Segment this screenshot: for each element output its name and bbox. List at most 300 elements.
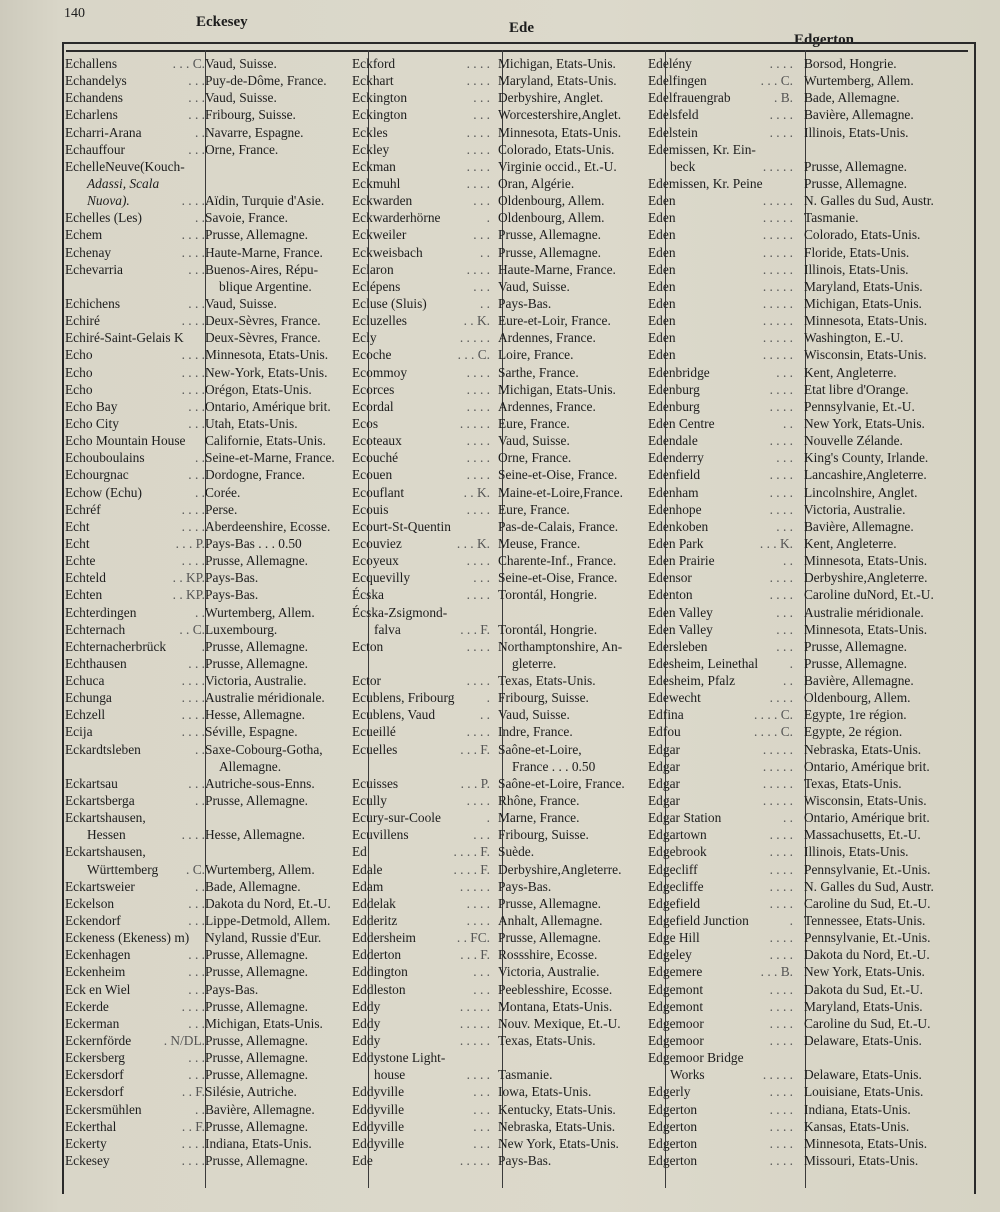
entry-leader: . . . . bbox=[466, 638, 490, 654]
gazetteer-entry bbox=[352, 895, 657, 912]
entry-leader: . . . bbox=[188, 913, 205, 929]
place-location: Torontál, Hongrie. bbox=[498, 587, 598, 603]
gazetteer-entry bbox=[65, 689, 365, 706]
place-location: Charente-Inf., France. bbox=[498, 553, 617, 569]
place-location: Nouvelle Zélande. bbox=[804, 433, 903, 449]
gazetteer-entry bbox=[648, 1032, 968, 1049]
gazetteer-entry bbox=[352, 689, 657, 706]
place-location: Anhalt, Allemagne. bbox=[498, 913, 603, 929]
place-location: Wisconsin, Etats-Unis. bbox=[804, 793, 927, 809]
place-location: Vaud, Suisse. bbox=[498, 707, 570, 723]
place-location: Prusse, Allemagne. bbox=[804, 175, 908, 191]
place-name: Eckman bbox=[352, 158, 396, 174]
entry-leader: . . bbox=[194, 878, 205, 894]
place-name: Eden Valley bbox=[648, 604, 713, 620]
place-name: house bbox=[374, 1067, 406, 1083]
entry-leader: . . . . bbox=[769, 1015, 793, 1031]
place-location: Prusse, Allemagne. bbox=[205, 553, 309, 569]
place-name: Ecully bbox=[352, 793, 387, 809]
place-location: Wisconsin, Etats-Unis. bbox=[804, 347, 927, 363]
entry-leader: . . . bbox=[473, 827, 490, 843]
place-location: Saône-et-Loire, France. bbox=[498, 775, 625, 791]
place-location: Eure, France. bbox=[498, 501, 570, 517]
entry-leader: . . . . . bbox=[762, 158, 793, 174]
entry-leader: . . . . C. bbox=[753, 724, 793, 740]
entry-leader: . . . . bbox=[466, 673, 490, 689]
place-location: Ontario, Amérique brit. bbox=[804, 810, 930, 826]
place-location: Marne, France. bbox=[498, 810, 580, 826]
entry-leader: . . . . bbox=[769, 433, 793, 449]
gazetteer-entry bbox=[65, 569, 365, 586]
place-name: Ecublens, Vaud bbox=[352, 707, 436, 723]
gazetteer-entry bbox=[65, 826, 365, 843]
place-location: Orne, France. bbox=[205, 141, 279, 157]
entry-leader: . . . . . bbox=[459, 1033, 490, 1049]
gazetteer-entry bbox=[65, 244, 365, 261]
gazetteer-entry bbox=[65, 912, 365, 929]
entry-leader: . . . . bbox=[769, 1084, 793, 1100]
entry-leader: . . . . bbox=[466, 793, 490, 809]
entry-leader: . . bbox=[194, 124, 205, 140]
entry-leader: . . . . bbox=[769, 690, 793, 706]
place-location: Seine-et-Oise, France. bbox=[498, 570, 618, 586]
gazetteer-entry bbox=[65, 861, 365, 878]
place-name: Edge Hill bbox=[648, 930, 700, 946]
place-name: Echenay bbox=[65, 244, 112, 260]
place-location: Lippe-Detmold, Allem. bbox=[205, 913, 331, 929]
entry-leader: . . . . bbox=[181, 690, 205, 706]
place-location: Prusse, Allemagne. bbox=[498, 227, 602, 243]
gazetteer-entry bbox=[648, 809, 968, 826]
entry-leader: . . . . bbox=[769, 381, 793, 397]
running-header-center: Ede bbox=[509, 20, 535, 36]
place-location: Floride, Etats-Unis. bbox=[804, 244, 910, 260]
entry-leader: . . . bbox=[473, 1118, 490, 1134]
gazetteer-entry bbox=[65, 415, 365, 432]
place-name: Eden Centre bbox=[648, 415, 715, 431]
place-name: Eden bbox=[648, 330, 676, 346]
gazetteer-entry bbox=[352, 501, 657, 518]
place-location: Prusse, Allemagne. bbox=[205, 793, 309, 809]
place-name: Edderton bbox=[352, 947, 402, 963]
place-name: Eckmuhl bbox=[352, 175, 401, 191]
place-name: Ecly bbox=[352, 330, 377, 346]
place-name: Ecoteaux bbox=[352, 433, 402, 449]
place-location: Nebraska, Etats-Unis. bbox=[804, 741, 922, 757]
gazetteer-entry bbox=[352, 449, 657, 466]
place-name: Eckersdorf bbox=[65, 1067, 124, 1083]
place-name: Nuova). bbox=[87, 193, 130, 209]
gazetteer-entry bbox=[648, 72, 968, 89]
place-name: Echo bbox=[65, 364, 93, 380]
entry-leader: . . . P. bbox=[175, 535, 205, 551]
place-name: Ecuvillens bbox=[352, 827, 409, 843]
place-location: Saône-et-Loire, bbox=[498, 741, 582, 757]
gazetteer-entry bbox=[648, 586, 968, 603]
entry-leader: . . . bbox=[776, 638, 793, 654]
gazetteer-entry bbox=[65, 261, 365, 278]
entry-leader: . . . bbox=[188, 295, 205, 311]
entry-leader: . . . . . bbox=[762, 210, 793, 226]
gazetteer-entry bbox=[352, 1049, 657, 1066]
gazetteer-entry bbox=[352, 124, 657, 141]
gazetteer-entry bbox=[65, 929, 365, 946]
gazetteer-entry bbox=[648, 1015, 968, 1032]
place-location: Oldenbourg, Allem. bbox=[498, 210, 605, 226]
entry-leader: . . . . bbox=[181, 244, 205, 260]
place-name: Echarlens bbox=[65, 107, 118, 123]
gazetteer-entry bbox=[648, 449, 968, 466]
entry-leader: . . . . bbox=[181, 827, 205, 843]
place-name: Eclépens bbox=[352, 278, 401, 294]
entry-leader: . C. bbox=[186, 861, 205, 877]
place-location: Nebraska, Etats-Unis. bbox=[498, 1118, 616, 1134]
place-name: Ecluzelles bbox=[352, 313, 408, 329]
place-name: Eckartsweier bbox=[65, 878, 135, 894]
entry-leader: . . . . bbox=[466, 913, 490, 929]
entry-leader: . . . . . bbox=[762, 295, 793, 311]
entry-leader: . . . bbox=[473, 90, 490, 106]
gazetteer-entry bbox=[352, 175, 657, 192]
place-location: Lancashire,Angleterre. bbox=[804, 467, 927, 483]
place-location: Vaud, Suisse. bbox=[498, 433, 570, 449]
entry-leader: . . . bbox=[188, 775, 205, 791]
gazetteer-entry bbox=[65, 946, 365, 963]
gazetteer-entry bbox=[648, 723, 968, 740]
place-name: Ecuisses bbox=[352, 775, 399, 791]
place-location: Kentucky, Etats-Unis. bbox=[498, 1101, 616, 1117]
column-2 bbox=[352, 55, 657, 1169]
entry-leader: . . . C. bbox=[172, 56, 205, 71]
place-location: Derbyshire,Angleterre. bbox=[498, 861, 622, 877]
gazetteer-entry bbox=[65, 535, 365, 552]
place-name: Edenkoben bbox=[648, 518, 709, 534]
place-location: Prusse, Allemagne. bbox=[498, 244, 602, 260]
gazetteer-entry bbox=[65, 878, 365, 895]
gazetteer-entry bbox=[65, 1032, 365, 1049]
entry-leader: . . . . bbox=[181, 673, 205, 689]
gazetteer-entry bbox=[648, 826, 968, 843]
place-name: Ecourt-St-Quentin bbox=[352, 518, 451, 534]
place-name: Ecueillé bbox=[352, 724, 396, 740]
entry-leader: . . . . . bbox=[762, 227, 793, 243]
place-name: Echterdingen bbox=[65, 604, 137, 620]
place-name: Edgemoor bbox=[648, 1033, 704, 1049]
place-name: Ede bbox=[352, 1153, 373, 1168]
place-location: Maryland, Etats-Unis. bbox=[804, 278, 923, 294]
gazetteer-entry bbox=[352, 1135, 657, 1152]
gazetteer-entry bbox=[648, 552, 968, 569]
place-name: Eckwarderhörne bbox=[352, 210, 441, 226]
place-name: Eckerthal bbox=[65, 1118, 117, 1134]
entry-leader: . . . . F. bbox=[453, 861, 490, 877]
place-location: New-York, Etats-Unis. bbox=[205, 364, 328, 380]
gazetteer-entry bbox=[65, 295, 365, 312]
entry-leader: . . . . bbox=[769, 124, 793, 140]
place-name: Eden bbox=[648, 278, 676, 294]
place-location: Autriche-sous-Enns. bbox=[205, 775, 315, 791]
gazetteer-entry bbox=[648, 1066, 968, 1083]
gazetteer-entry bbox=[65, 518, 365, 535]
entry-leader: . . F. bbox=[181, 1118, 205, 1134]
gazetteer-entry bbox=[648, 244, 968, 261]
entry-leader: . . . . . bbox=[762, 313, 793, 329]
gazetteer-entry bbox=[648, 175, 968, 192]
gazetteer-entry bbox=[65, 346, 365, 363]
place-name: Eden bbox=[648, 313, 676, 329]
entry-leader: . . . . bbox=[769, 844, 793, 860]
place-name: Eckington bbox=[352, 90, 408, 106]
place-name: Edenburg bbox=[648, 398, 700, 414]
place-name: Eckweisbach bbox=[352, 244, 423, 260]
gazetteer-entry bbox=[352, 998, 657, 1015]
gazetteer-entry bbox=[352, 621, 657, 638]
gazetteer-entry bbox=[352, 775, 657, 792]
place-location: Kansas, Etats-Unis. bbox=[804, 1118, 910, 1134]
running-header-left: Eckesey bbox=[196, 14, 248, 30]
entry-leader: . . . . bbox=[181, 347, 205, 363]
place-name: Works bbox=[670, 1067, 705, 1083]
gazetteer-entry bbox=[648, 158, 968, 175]
entry-leader: . . . . . bbox=[762, 193, 793, 209]
entry-leader: . . . . bbox=[769, 998, 793, 1014]
place-location: Minnesota, Etats-Unis. bbox=[804, 313, 928, 329]
place-name: Echo City bbox=[65, 415, 119, 431]
entry-leader: . . . . . bbox=[762, 741, 793, 757]
entry-leader: . bbox=[486, 210, 490, 226]
place-name: Ecuelles bbox=[352, 741, 398, 757]
place-name: Edenbridge bbox=[648, 364, 710, 380]
place-location: Haute-Marne, France. bbox=[498, 261, 616, 277]
gazetteer-entry bbox=[352, 672, 657, 689]
place-location: Lincolnshire, Anglet. bbox=[804, 484, 918, 500]
place-location: Californie, Etats-Unis. bbox=[205, 433, 326, 449]
gazetteer-entry bbox=[648, 1135, 968, 1152]
entry-leader: . . . . bbox=[466, 895, 490, 911]
place-location: Pays-Bas . . . 0.50 bbox=[205, 535, 302, 551]
place-name: Edgecliff bbox=[648, 861, 698, 877]
entry-leader: . . . . bbox=[769, 947, 793, 963]
gazetteer-entry bbox=[352, 826, 657, 843]
gazetteer-entry bbox=[65, 141, 365, 158]
place-location: Missouri, Etats-Unis. bbox=[804, 1153, 919, 1168]
place-name: Echelles (Les) bbox=[65, 210, 142, 226]
place-location: Pennsylvanie, Et.-Unis. bbox=[804, 930, 931, 946]
gazetteer-entry bbox=[648, 689, 968, 706]
place-name: Eddelak bbox=[352, 895, 396, 911]
entry-leader: . . . . bbox=[466, 398, 490, 414]
entry-leader: . . . . bbox=[769, 930, 793, 946]
gazetteer-entry bbox=[352, 1152, 657, 1169]
entry-leader: . . . . bbox=[466, 553, 490, 569]
gazetteer-entry bbox=[65, 381, 365, 398]
place-location: Australie méridionale. bbox=[205, 690, 325, 706]
place-location: Colorado, Etats-Unis. bbox=[804, 227, 921, 243]
entry-leader: . bbox=[789, 655, 793, 671]
entry-leader: . . . C. bbox=[760, 73, 793, 89]
entry-leader: . . . . . bbox=[762, 347, 793, 363]
gazetteer-entry bbox=[352, 723, 657, 740]
place-location: Kent, Angleterre. bbox=[804, 364, 897, 380]
place-name: Eckerde bbox=[65, 998, 109, 1014]
gazetteer-entry bbox=[352, 278, 657, 295]
gazetteer-entry bbox=[65, 89, 365, 106]
place-location: Michigan, Etats-Unis. bbox=[205, 1015, 323, 1031]
entry-leader: . . . . bbox=[466, 450, 490, 466]
entry-leader: . . . . C. bbox=[753, 707, 793, 723]
entry-leader: . . . K. bbox=[456, 535, 490, 551]
gazetteer-entry bbox=[648, 312, 968, 329]
gazetteer-entry bbox=[648, 329, 968, 346]
gazetteer-entry bbox=[648, 843, 968, 860]
entry-leader: . . . . . bbox=[459, 878, 490, 894]
entry-leader: . . . bbox=[473, 981, 490, 997]
place-location: Ontario, Amérique brit. bbox=[804, 758, 930, 774]
gazetteer-entry bbox=[352, 72, 657, 89]
place-name: Eckley bbox=[352, 141, 390, 157]
gazetteer-entry bbox=[352, 861, 657, 878]
place-location: Pays-Bas. bbox=[205, 981, 259, 997]
entry-leader: . . . . bbox=[769, 827, 793, 843]
place-name: Eden Valley bbox=[648, 621, 713, 637]
gazetteer-entry bbox=[352, 209, 657, 226]
gazetteer-entry bbox=[648, 209, 968, 226]
place-name: Edensor bbox=[648, 570, 692, 586]
entry-leader: . . . . bbox=[466, 158, 490, 174]
place-location: Pays-Bas. bbox=[498, 1153, 552, 1168]
entry-leader: . . . . bbox=[466, 1067, 490, 1083]
entry-leader: . . . . bbox=[181, 1135, 205, 1151]
entry-leader: . . . . bbox=[181, 364, 205, 380]
place-name: Edgerly bbox=[648, 1084, 691, 1100]
entry-leader: . . . . bbox=[466, 467, 490, 483]
place-name: Eckwarden bbox=[352, 193, 413, 209]
place-location: Meuse, France. bbox=[498, 535, 581, 551]
gazetteer-entry bbox=[352, 1083, 657, 1100]
entry-leader: . . . F. bbox=[460, 741, 490, 757]
place-name: Eckersdorf bbox=[65, 1084, 124, 1100]
gazetteer-entry bbox=[648, 878, 968, 895]
place-name: Eddyville bbox=[352, 1118, 405, 1134]
gazetteer-entry bbox=[65, 55, 365, 72]
place-location: Prusse, Allemagne. bbox=[205, 1050, 309, 1066]
entry-leader: . . bbox=[782, 415, 793, 431]
place-name: Eckington bbox=[352, 107, 408, 123]
place-location: Hesse, Allemagne. bbox=[205, 707, 306, 723]
place-location: Luxembourg. bbox=[205, 621, 278, 637]
gazetteer-entry bbox=[648, 278, 968, 295]
place-name: Edersleben bbox=[648, 638, 708, 654]
place-location: Prusse, Allemagne. bbox=[205, 998, 309, 1014]
place-location: Nouv. Mexique, Et.-U. bbox=[498, 1015, 621, 1031]
place-location: Victoria, Australie. bbox=[804, 501, 906, 517]
entry-leader: . bbox=[789, 913, 793, 929]
entry-leader: . . . bbox=[188, 1067, 205, 1083]
gazetteer-entry bbox=[65, 895, 365, 912]
place-location: Maryland, Etats-Unis. bbox=[498, 73, 617, 89]
place-name: Echte bbox=[65, 553, 96, 569]
place-name: Eckweiler bbox=[352, 227, 407, 243]
place-name: Eden bbox=[648, 227, 676, 243]
gazetteer-entry bbox=[352, 466, 657, 483]
gazetteer-entry bbox=[352, 929, 657, 946]
entry-leader: . . bbox=[479, 295, 490, 311]
place-name: Edale bbox=[352, 861, 383, 877]
entry-leader: . . bbox=[194, 793, 205, 809]
place-name: Echternach bbox=[65, 621, 126, 637]
gazetteer-entry bbox=[65, 466, 365, 483]
place-name: falva bbox=[374, 621, 401, 637]
place-location: Derbyshire, Anglet. bbox=[498, 90, 604, 106]
place-location: Pennsylvanie, Et.-U. bbox=[804, 398, 915, 414]
entry-leader: . . . . bbox=[769, 1153, 793, 1168]
entry-leader: . . . bbox=[188, 73, 205, 89]
place-name: Eckartshausen, bbox=[65, 810, 146, 826]
place-name: Echo bbox=[65, 381, 93, 397]
gazetteer-entry bbox=[648, 1101, 968, 1118]
place-name: Edelény bbox=[648, 56, 692, 71]
column-1 bbox=[65, 55, 365, 1169]
entry-leader: . . . . . bbox=[762, 330, 793, 346]
entry-leader: . . . . . bbox=[762, 261, 793, 277]
place-location: Prusse, Allemagne. bbox=[498, 895, 602, 911]
place-location: Prusse, Allemagne. bbox=[205, 638, 309, 654]
entry-leader: . . F. bbox=[181, 1084, 205, 1100]
place-location: France . . . 0.50 bbox=[512, 758, 596, 774]
gazetteer-entry bbox=[352, 843, 657, 860]
place-name: Edgefield bbox=[648, 895, 701, 911]
entry-leader: . . K. bbox=[463, 313, 490, 329]
place-name: Echevarria bbox=[65, 261, 123, 277]
gazetteer-entry bbox=[65, 998, 365, 1015]
entry-leader: . . bbox=[782, 553, 793, 569]
place-location: Fribourg, Suisse. bbox=[205, 107, 296, 123]
entry-leader: . . . . . bbox=[762, 278, 793, 294]
place-name: Edgemont bbox=[648, 998, 704, 1014]
place-location: New York, Etats-Unis. bbox=[804, 964, 925, 980]
place-name: Echouboulains bbox=[65, 450, 145, 466]
entry-leader: . . . . . bbox=[762, 244, 793, 260]
place-name: Eckartsau bbox=[65, 775, 118, 791]
gazetteer-entry bbox=[648, 466, 968, 483]
gazetteer-entry bbox=[352, 1118, 657, 1135]
entry-leader: . . bbox=[782, 810, 793, 826]
place-name: Edgerton bbox=[648, 1118, 698, 1134]
place-name: EchelleNeuve(Kouch- bbox=[65, 158, 185, 174]
entry-leader: . . . bbox=[188, 947, 205, 963]
entry-leader: . . . F. bbox=[460, 621, 490, 637]
gazetteer-entry bbox=[648, 364, 968, 381]
place-name: Edemissen, Kr. Peine bbox=[648, 175, 763, 191]
gazetteer-entry bbox=[648, 604, 968, 621]
place-location: Pays-Bas. bbox=[205, 587, 259, 603]
entry-leader: . . FC. bbox=[456, 930, 490, 946]
entry-leader: . . . . bbox=[181, 998, 205, 1014]
gazetteer-entry bbox=[352, 552, 657, 569]
place-location: Delaware, Etats-Unis. bbox=[804, 1067, 922, 1083]
place-location: King's County, Irlande. bbox=[804, 450, 929, 466]
gazetteer-entry bbox=[65, 209, 365, 226]
place-name: Ecorces bbox=[352, 381, 395, 397]
place-location: Michigan, Etats-Unis. bbox=[804, 295, 922, 311]
entry-leader: . bbox=[486, 810, 490, 826]
place-location: Prusse, Allemagne. bbox=[205, 1033, 309, 1049]
gazetteer-entry bbox=[65, 192, 365, 209]
entry-leader: . . . . bbox=[769, 467, 793, 483]
place-name: Eden bbox=[648, 261, 676, 277]
place-location: Prusse, Allemagne. bbox=[205, 655, 309, 671]
gazetteer-entry bbox=[648, 741, 968, 758]
